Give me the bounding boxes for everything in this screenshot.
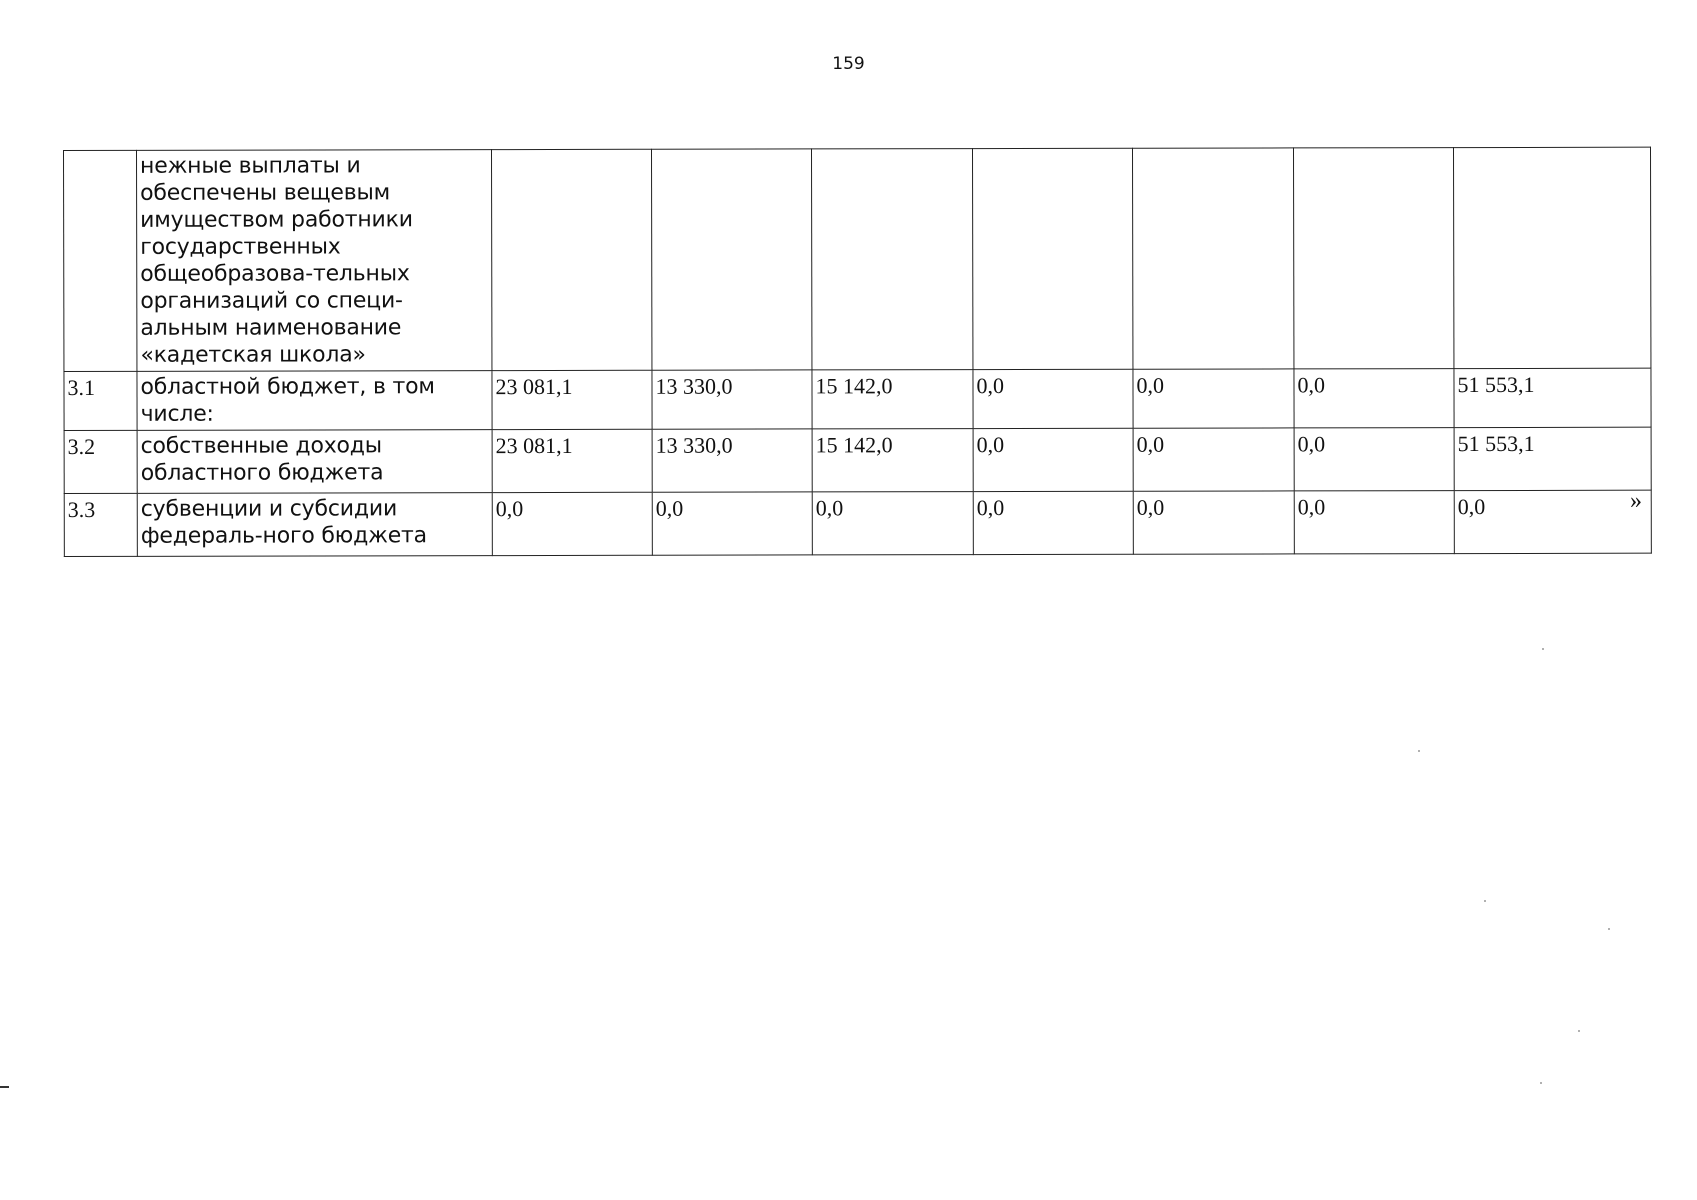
- scan-speck: [1484, 900, 1486, 902]
- value-cell: 0,0: [1133, 369, 1294, 428]
- table-row-3-3: [64, 490, 1651, 556]
- value-cell: 13 330,0: [652, 370, 812, 429]
- value-cell: [1293, 148, 1453, 369]
- value-cell: 0,0: [652, 492, 812, 555]
- total-cell: [1453, 147, 1650, 368]
- value-cell: 0,0: [1133, 491, 1294, 554]
- total-cell: 51 553,1: [1454, 368, 1651, 427]
- value-cell: 0,0: [492, 492, 652, 555]
- scan-speck: [1608, 928, 1610, 930]
- value-cell: 23 081,1: [492, 429, 652, 492]
- row-number-cell: 3.1: [64, 371, 137, 430]
- value-cell: 0,0: [973, 369, 1133, 428]
- value-cell: [972, 148, 1132, 369]
- value-cell: [811, 149, 972, 370]
- row-number-cell: [64, 150, 137, 371]
- value-cell: 0,0: [1294, 428, 1454, 491]
- value-cell: 0,0: [973, 428, 1133, 491]
- total-cell: 0,0: [1454, 490, 1651, 553]
- scan-edge-mark: [0, 1086, 9, 1088]
- value-cell: [492, 149, 652, 370]
- value-cell: 0,0: [1294, 369, 1454, 428]
- row-description-cell: субвенции и субсидии федераль-ного бюджета: [137, 493, 492, 557]
- row-description-cell: нежные выплаты и обеспечены вещевым имуществом работники государственных общеобразова-тельных организаций со специ-альным наименование «кадетская школа»: [137, 150, 492, 372]
- value-cell: 0,0: [1133, 428, 1294, 491]
- value-cell: [651, 149, 811, 370]
- value-cell: 0,0: [1294, 491, 1454, 554]
- value-cell: 15 142,0: [812, 370, 973, 429]
- row-description-cell: собственные доходы областного бюджета: [137, 430, 492, 494]
- table-row-3-2: [64, 427, 1651, 493]
- closing-quote: »: [1630, 488, 1642, 514]
- scan-speck: [1418, 750, 1420, 752]
- total-cell: 51 553,1: [1454, 427, 1651, 490]
- value-cell: 23 081,1: [492, 370, 652, 429]
- row-description-cell: областной бюджет, в том числе:: [137, 371, 492, 431]
- value-cell: [1132, 148, 1293, 369]
- value-cell: 0,0: [812, 492, 973, 555]
- row-number-cell: 3.2: [64, 430, 137, 493]
- value-cell: 13 330,0: [652, 429, 812, 492]
- value-cell: 15 142,0: [812, 429, 973, 492]
- table-row-3-1: [64, 368, 1651, 430]
- scan-speck: [1540, 1082, 1542, 1084]
- value-cell: 0,0: [973, 491, 1133, 554]
- page-number: 159: [832, 54, 865, 74]
- scan-speck: [1542, 648, 1544, 650]
- scan-speck: [1578, 1030, 1580, 1032]
- budget-table: [63, 147, 1652, 557]
- table-row-continuation: [64, 147, 1651, 371]
- row-number-cell: 3.3: [64, 493, 137, 556]
